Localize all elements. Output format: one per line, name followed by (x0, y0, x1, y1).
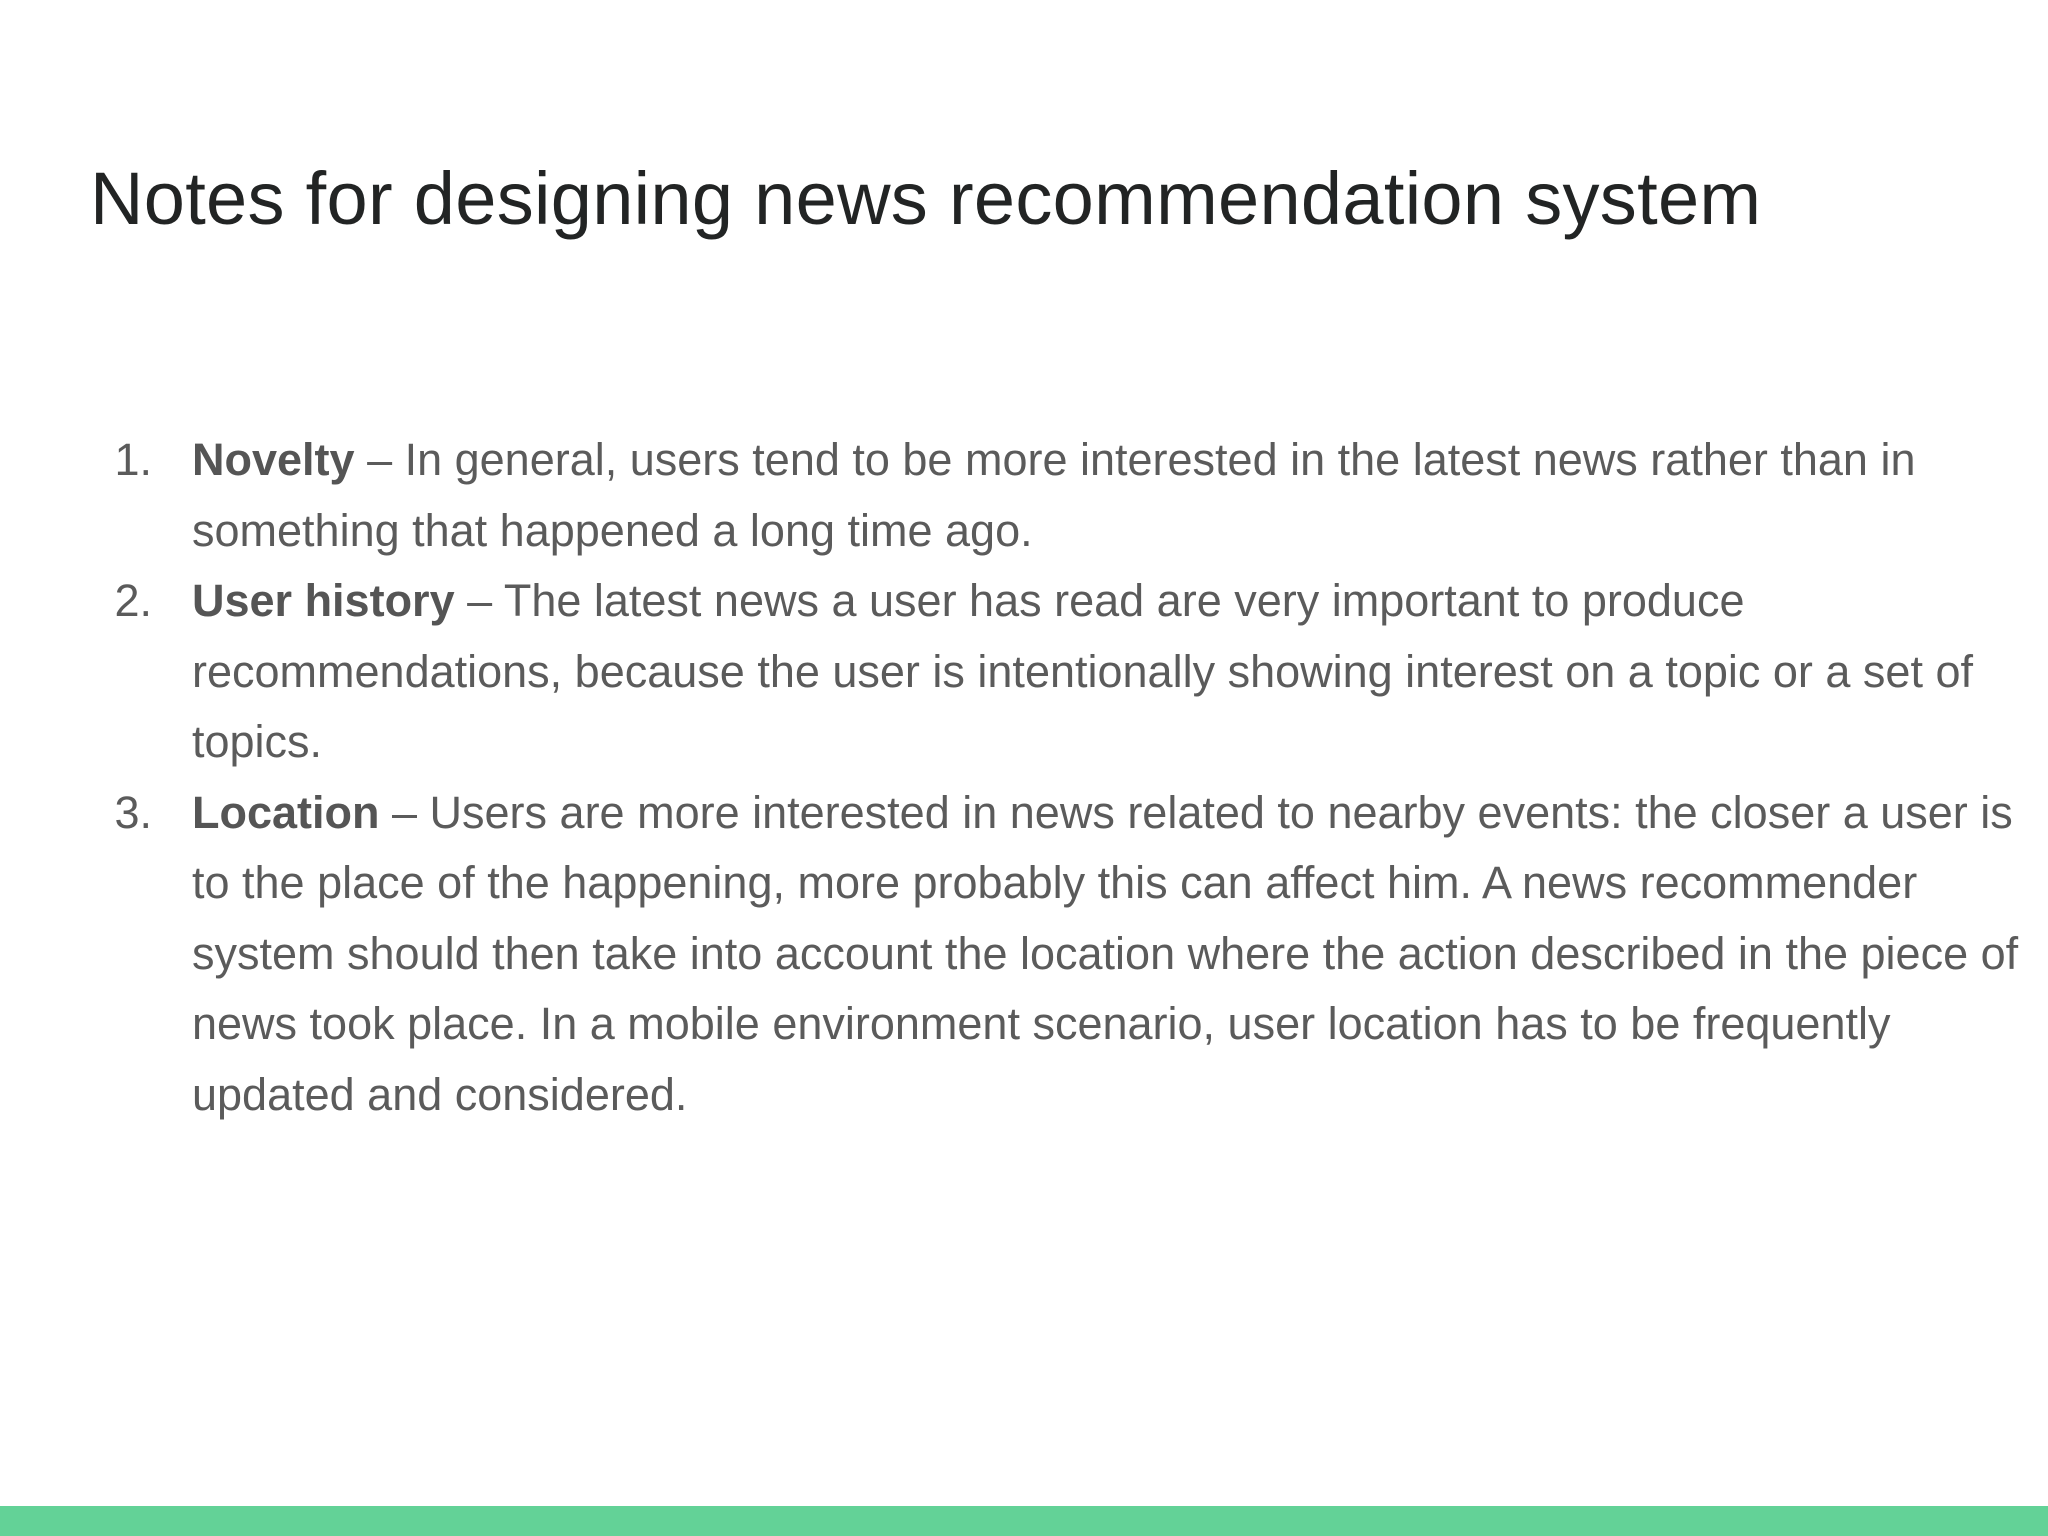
note-item-location (90, 778, 2048, 1131)
note-number: 1. (114, 434, 152, 485)
note-item-novelty (90, 425, 2048, 566)
note-item-user-history (90, 566, 2048, 778)
note-text: – Users are more interested in news related to nearby events: the closer a user is to the place of the happening, more probably this can affect him. A news recommender system should then take into account the location where the action described in the piece of news took place. In a mobile environment scenario, user location has to be frequently updated and considered. (192, 786, 2019, 1120)
accent-bar (0, 1506, 2048, 1536)
note-term: User history (192, 575, 455, 626)
note-number: 2. (114, 575, 152, 626)
slide-title: Notes for designing news recommendation system (90, 157, 1762, 240)
note-term: Location (192, 786, 380, 838)
note-term: Novelty (192, 434, 355, 485)
note-text: – The latest news a user has read are very important to produce recommendations, because the user is intentionally showing interest on a topic or a set of topics. (192, 575, 1973, 767)
note-text: – In general, users tend to be more interested in the latest news rather than in something that happened a long time ago. (192, 434, 1916, 556)
note-number: 3. (114, 786, 152, 838)
notes-list (90, 425, 2019, 1130)
